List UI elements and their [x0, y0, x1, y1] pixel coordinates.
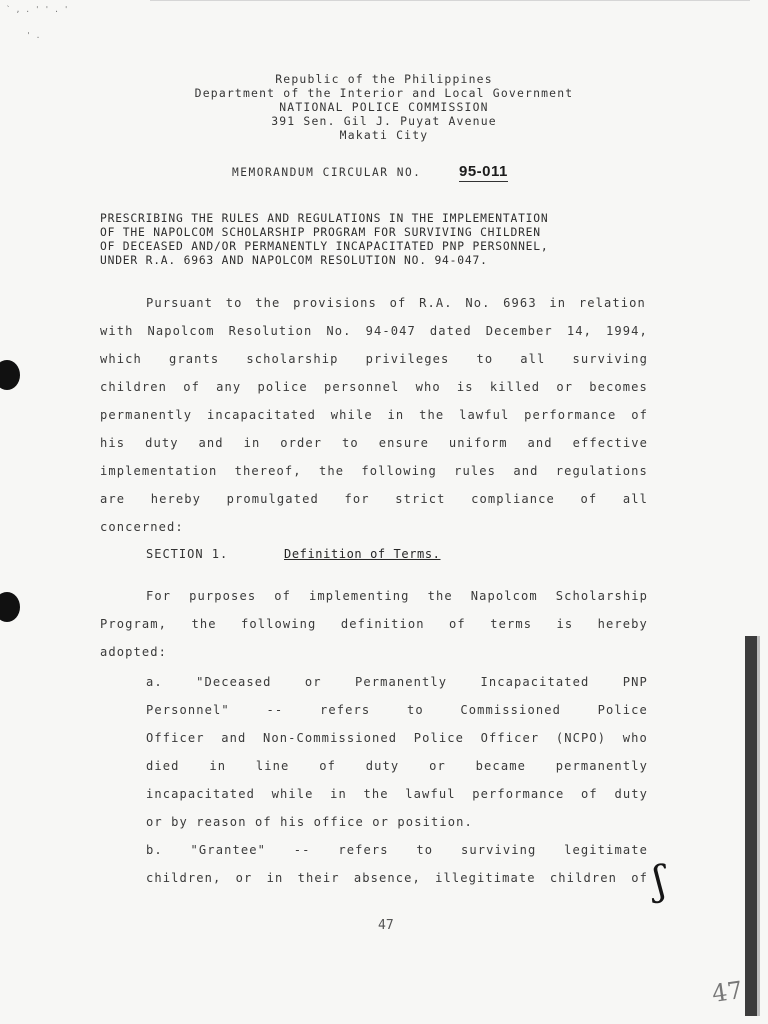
- word: performance: [472, 787, 565, 801]
- word: of: [631, 871, 648, 885]
- word: No.: [465, 296, 491, 310]
- text-line: [100, 464, 648, 478]
- word: hereby: [150, 492, 202, 506]
- word: Non-Commissioned: [263, 731, 398, 745]
- word: hereby: [597, 617, 648, 631]
- punch-hole: [0, 592, 20, 622]
- word: or: [556, 380, 574, 394]
- word: the: [191, 617, 217, 631]
- text-line: [146, 871, 648, 885]
- word: No.: [326, 324, 352, 338]
- word: all: [622, 492, 648, 506]
- word: terms: [490, 617, 533, 631]
- word: Program,: [100, 617, 168, 631]
- word: surviving: [460, 843, 537, 857]
- word: the: [318, 464, 345, 478]
- word: while: [271, 787, 314, 801]
- word: December: [485, 324, 553, 338]
- word: to: [225, 296, 243, 310]
- word: children: [549, 871, 617, 885]
- word: and: [198, 436, 224, 450]
- scan-speck: ' .: [26, 31, 41, 40]
- word: of: [631, 408, 648, 422]
- text-line: [146, 843, 648, 857]
- text-line: concerned:: [100, 520, 184, 534]
- text-line: [146, 703, 648, 717]
- word: duty: [614, 787, 648, 801]
- text-line: [146, 589, 648, 603]
- memo-title-line: OF THE NAPOLCOM SCHOLARSHIP PROGRAM FOR SURVIVING CHILDREN: [100, 226, 541, 239]
- word: line: [255, 759, 290, 773]
- word: b.: [146, 843, 163, 857]
- word: becomes: [589, 380, 648, 394]
- letterhead-department: Department of the Interior and Local Government: [194, 86, 574, 100]
- word: or: [235, 871, 253, 885]
- letterhead-address: 391 Sen. Gil J. Puyat Avenue: [271, 114, 497, 128]
- word: of: [389, 296, 407, 310]
- word: in: [266, 871, 284, 885]
- memo-circular-number: 95-011: [459, 163, 508, 180]
- punch-hole: [0, 360, 20, 390]
- word: to: [416, 843, 434, 857]
- word: purposes: [189, 589, 257, 603]
- word: the: [419, 408, 445, 422]
- word: incapacitated: [207, 408, 316, 422]
- word: compliance: [471, 492, 555, 506]
- text-line: [100, 352, 648, 366]
- word: of: [449, 617, 466, 631]
- word: provisions: [293, 296, 377, 310]
- word: personnel: [323, 380, 400, 394]
- scan-top-edge: [150, 0, 750, 1]
- word: surviving: [572, 352, 648, 366]
- word: 6963: [503, 296, 537, 310]
- word: (NCPO): [555, 731, 607, 745]
- handwritten-page-number: 47: [710, 976, 745, 1008]
- word: R.A.: [419, 296, 453, 310]
- word: the: [363, 787, 389, 801]
- section-label: SECTION 1.: [146, 547, 229, 561]
- word: following: [241, 617, 317, 631]
- word: died: [146, 759, 180, 773]
- text-line: [146, 759, 648, 773]
- word: of: [319, 759, 336, 773]
- letterhead-republic: Republic of the Philippines: [275, 72, 493, 86]
- word: grants: [168, 352, 220, 366]
- word: scholarship: [246, 352, 339, 366]
- word: killed: [489, 380, 541, 394]
- word: the: [255, 296, 281, 310]
- word: order: [280, 436, 323, 450]
- text-line: [146, 731, 648, 745]
- word: rules: [454, 464, 497, 478]
- word: while: [330, 408, 373, 422]
- word: became: [475, 759, 526, 773]
- word: refers: [338, 843, 389, 857]
- word: Police: [413, 731, 465, 745]
- word: to: [476, 352, 494, 366]
- word: lawful: [405, 787, 456, 801]
- text-line: [100, 492, 648, 506]
- word: duty: [365, 759, 400, 773]
- word: to: [342, 436, 359, 450]
- word: implementing: [308, 589, 410, 603]
- text-line: or by reason of his office or position.: [146, 815, 473, 829]
- text-line: [146, 675, 648, 689]
- text-line: [100, 617, 648, 631]
- word: legitimate: [564, 843, 648, 857]
- word: 1994,: [605, 324, 648, 338]
- word: all: [520, 352, 546, 366]
- text-line: adopted:: [100, 645, 168, 659]
- word: performance: [524, 408, 617, 422]
- word: and: [513, 464, 539, 478]
- word: Incapacitated: [480, 675, 590, 689]
- memo-title-line: OF DECEASED AND/OR PERMANENTLY INCAPACITATED PNP PERSONNEL,: [100, 240, 549, 253]
- letterhead-commission: NATIONAL POLICE COMMISSION: [279, 100, 489, 114]
- word: illegitimate: [435, 871, 536, 885]
- word: who: [622, 731, 648, 745]
- word: permanently: [555, 759, 648, 773]
- word: who: [415, 380, 441, 394]
- word: in: [243, 436, 261, 450]
- word: effective: [572, 436, 648, 450]
- word: Napolcom: [147, 324, 215, 338]
- word: Permanently: [354, 675, 448, 689]
- word: in: [549, 296, 567, 310]
- word: with: [100, 324, 134, 338]
- word: Resolution: [228, 324, 313, 338]
- word: a.: [146, 675, 163, 689]
- memo-title-line: PRESCRIBING THE RULES AND REGULATIONS IN THE IMPLEMENTATION: [100, 212, 549, 225]
- word: permanently: [100, 408, 193, 422]
- word: or: [429, 759, 446, 773]
- word: "Deceased: [196, 675, 272, 689]
- word: refers: [319, 703, 371, 717]
- word: Personnel": [146, 703, 230, 717]
- word: For: [146, 589, 172, 603]
- word: ensure: [378, 436, 430, 450]
- word: his: [100, 436, 126, 450]
- word: regulations: [555, 464, 648, 478]
- word: is: [456, 380, 474, 394]
- word: privileges: [365, 352, 450, 366]
- text-line: [100, 408, 648, 422]
- word: police: [257, 380, 308, 394]
- word: is: [556, 617, 574, 631]
- page-number: 47: [378, 918, 394, 933]
- word: and: [221, 731, 247, 745]
- word: promulgated: [226, 492, 319, 506]
- word: incapacitated: [146, 787, 255, 801]
- memo-title-line: UNDER R.A. 6963 AND NAPOLCOM RESOLUTION NO. 94-047.: [100, 254, 488, 267]
- word: Officer: [146, 731, 205, 745]
- letterhead-city: Makati City: [339, 128, 429, 142]
- word: are: [100, 492, 126, 506]
- text-line: [100, 380, 648, 394]
- text-line: [100, 324, 648, 338]
- word: the: [427, 589, 453, 603]
- word: PNP: [622, 675, 648, 689]
- text-line: [146, 296, 646, 310]
- word: --: [293, 843, 311, 857]
- word: any: [216, 380, 242, 394]
- word: children,: [146, 871, 222, 885]
- scan-speck: ` , . ' ' . ': [6, 5, 69, 14]
- word: of: [183, 380, 200, 394]
- word: of: [274, 589, 291, 603]
- word: their: [297, 871, 340, 885]
- word: absence,: [353, 871, 421, 885]
- word: Napolcom: [470, 589, 538, 603]
- word: --: [266, 703, 284, 717]
- word: relation: [578, 296, 646, 310]
- word: 94-047: [365, 324, 416, 338]
- word: uniform: [448, 436, 508, 450]
- word: in: [330, 787, 347, 801]
- text-line: [100, 436, 648, 450]
- word: Pursuant: [146, 296, 214, 310]
- word: in: [387, 408, 405, 422]
- word: or: [304, 675, 322, 689]
- word: "Grantee": [190, 843, 266, 857]
- handwritten-initial: ʃ: [651, 857, 668, 905]
- word: definition: [340, 617, 425, 631]
- word: Officer: [480, 731, 540, 745]
- word: children: [100, 380, 168, 394]
- word: Commissioned: [460, 703, 561, 717]
- memo-circular-label: MEMORANDUM CIRCULAR NO.: [232, 166, 422, 179]
- text-line: [146, 787, 648, 801]
- word: duty: [145, 436, 179, 450]
- word: following: [361, 464, 437, 478]
- section-title: Definition of Terms.: [284, 547, 441, 561]
- scan-binding-shadow: [745, 636, 757, 1016]
- word: for: [344, 492, 370, 506]
- word: to: [406, 703, 424, 717]
- word: which: [100, 352, 142, 366]
- word: and: [527, 436, 553, 450]
- word: of: [581, 787, 598, 801]
- word: lawful: [459, 408, 510, 422]
- word: strict: [395, 492, 446, 506]
- word: Police: [597, 703, 648, 717]
- word: of: [580, 492, 598, 506]
- word: in: [209, 759, 227, 773]
- word: Scholarship: [555, 589, 648, 603]
- word: implementation: [100, 464, 218, 478]
- word: 14,: [566, 324, 592, 338]
- word: dated: [429, 324, 472, 338]
- scan-binding-edge: [757, 636, 760, 1016]
- word: thereof,: [234, 464, 302, 478]
